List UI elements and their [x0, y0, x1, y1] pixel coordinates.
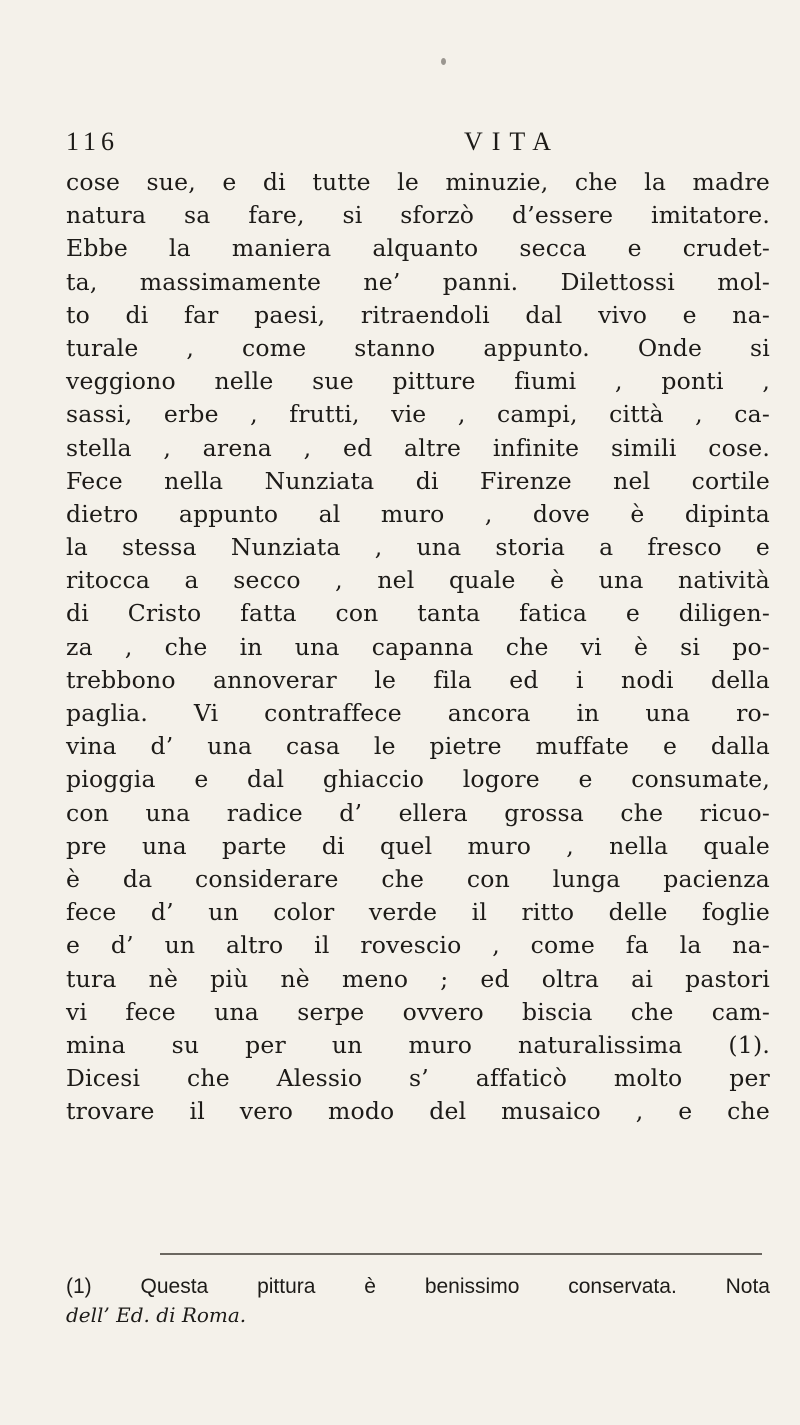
running-head: VITA: [464, 127, 561, 156]
text-line: dietro appunto al muro , dove è dipinta: [66, 499, 770, 528]
text-line: ta, massimamente ne’ panni. Dilettossi mol-: [66, 267, 770, 296]
text-line: mina su per un muro naturalissima (1).: [66, 1030, 770, 1059]
paper-speck: [441, 58, 446, 65]
text-line: è da considerare che con lunga pacienza: [66, 864, 770, 893]
text-line: tura nè più nè meno ; ed oltra ai pastori: [66, 964, 770, 993]
text-line: con una radice d’ ellera grossa che ricuo-: [66, 798, 770, 827]
text-line: Ebbe la maniera alquanto secca e crudet-: [66, 234, 770, 263]
text-line: to di far paesi, ritraendoli dal vivo e na-: [66, 300, 770, 329]
text-line: pioggia e dal ghiaccio logore e consumate,: [66, 765, 770, 794]
footnote-line: (1) Questa pittura è benissimo conservata. Nota: [66, 1275, 770, 1298]
text-line: za , che in una capanna che vi è si po-: [66, 632, 770, 661]
text-line: pre una parte di quel muro , nella quale: [66, 831, 770, 860]
footnote: [66, 1273, 770, 1329]
text-line: la stessa Nunziata , una storia a fresco e: [66, 533, 770, 562]
text-line: ritocca a secco , nel quale è una natività: [66, 566, 770, 595]
footnote-line: dell’ Ed. di Roma.: [66, 1303, 247, 1327]
page-number: 116: [66, 127, 120, 156]
text-line: vina d’ una casa le pietre muffate e dalla: [66, 732, 770, 761]
text-line: veggiono nelle sue pitture fiumi , ponti ,: [66, 367, 770, 396]
text-line: paglia. Vi contraffece ancora in una ro-: [66, 699, 770, 727]
text-line: Fece nella Nunziata di Firenze nel cortile: [66, 466, 770, 495]
text-line: Dicesi che Alessio s’ affaticò molto per: [66, 1064, 770, 1093]
page-header: [66, 127, 766, 163]
text-line: sassi, erbe , frutti, vie , campi, città , ca-: [66, 400, 770, 429]
text-line: natura sa fare, si sforzò d’essere imitatore.: [66, 201, 770, 230]
text-line: turale , come stanno appunto. Onde si: [66, 333, 770, 362]
text-line: stella , arena , ed altre infinite simili cose.: [66, 433, 770, 462]
text-line: cose sue, e di tutte le minuzie, che la madre: [66, 168, 770, 196]
text-line: fece d’ un color verde il ritto delle foglie: [66, 898, 770, 927]
text-line: trovare il vero modo del musaico , e che: [66, 1097, 770, 1126]
footnote-rule: [160, 1253, 762, 1255]
text-line: vi fece una serpe ovvero biscia che cam-: [66, 997, 770, 1026]
text-line: di Cristo fatta con tanta fatica e diligen-: [66, 599, 770, 628]
text-line: e d’ un altro il rovescio , come fa la na-: [66, 931, 770, 960]
text-line: trebbono annoverar le fila ed i nodi della: [66, 665, 770, 694]
body-text: [66, 166, 770, 1128]
